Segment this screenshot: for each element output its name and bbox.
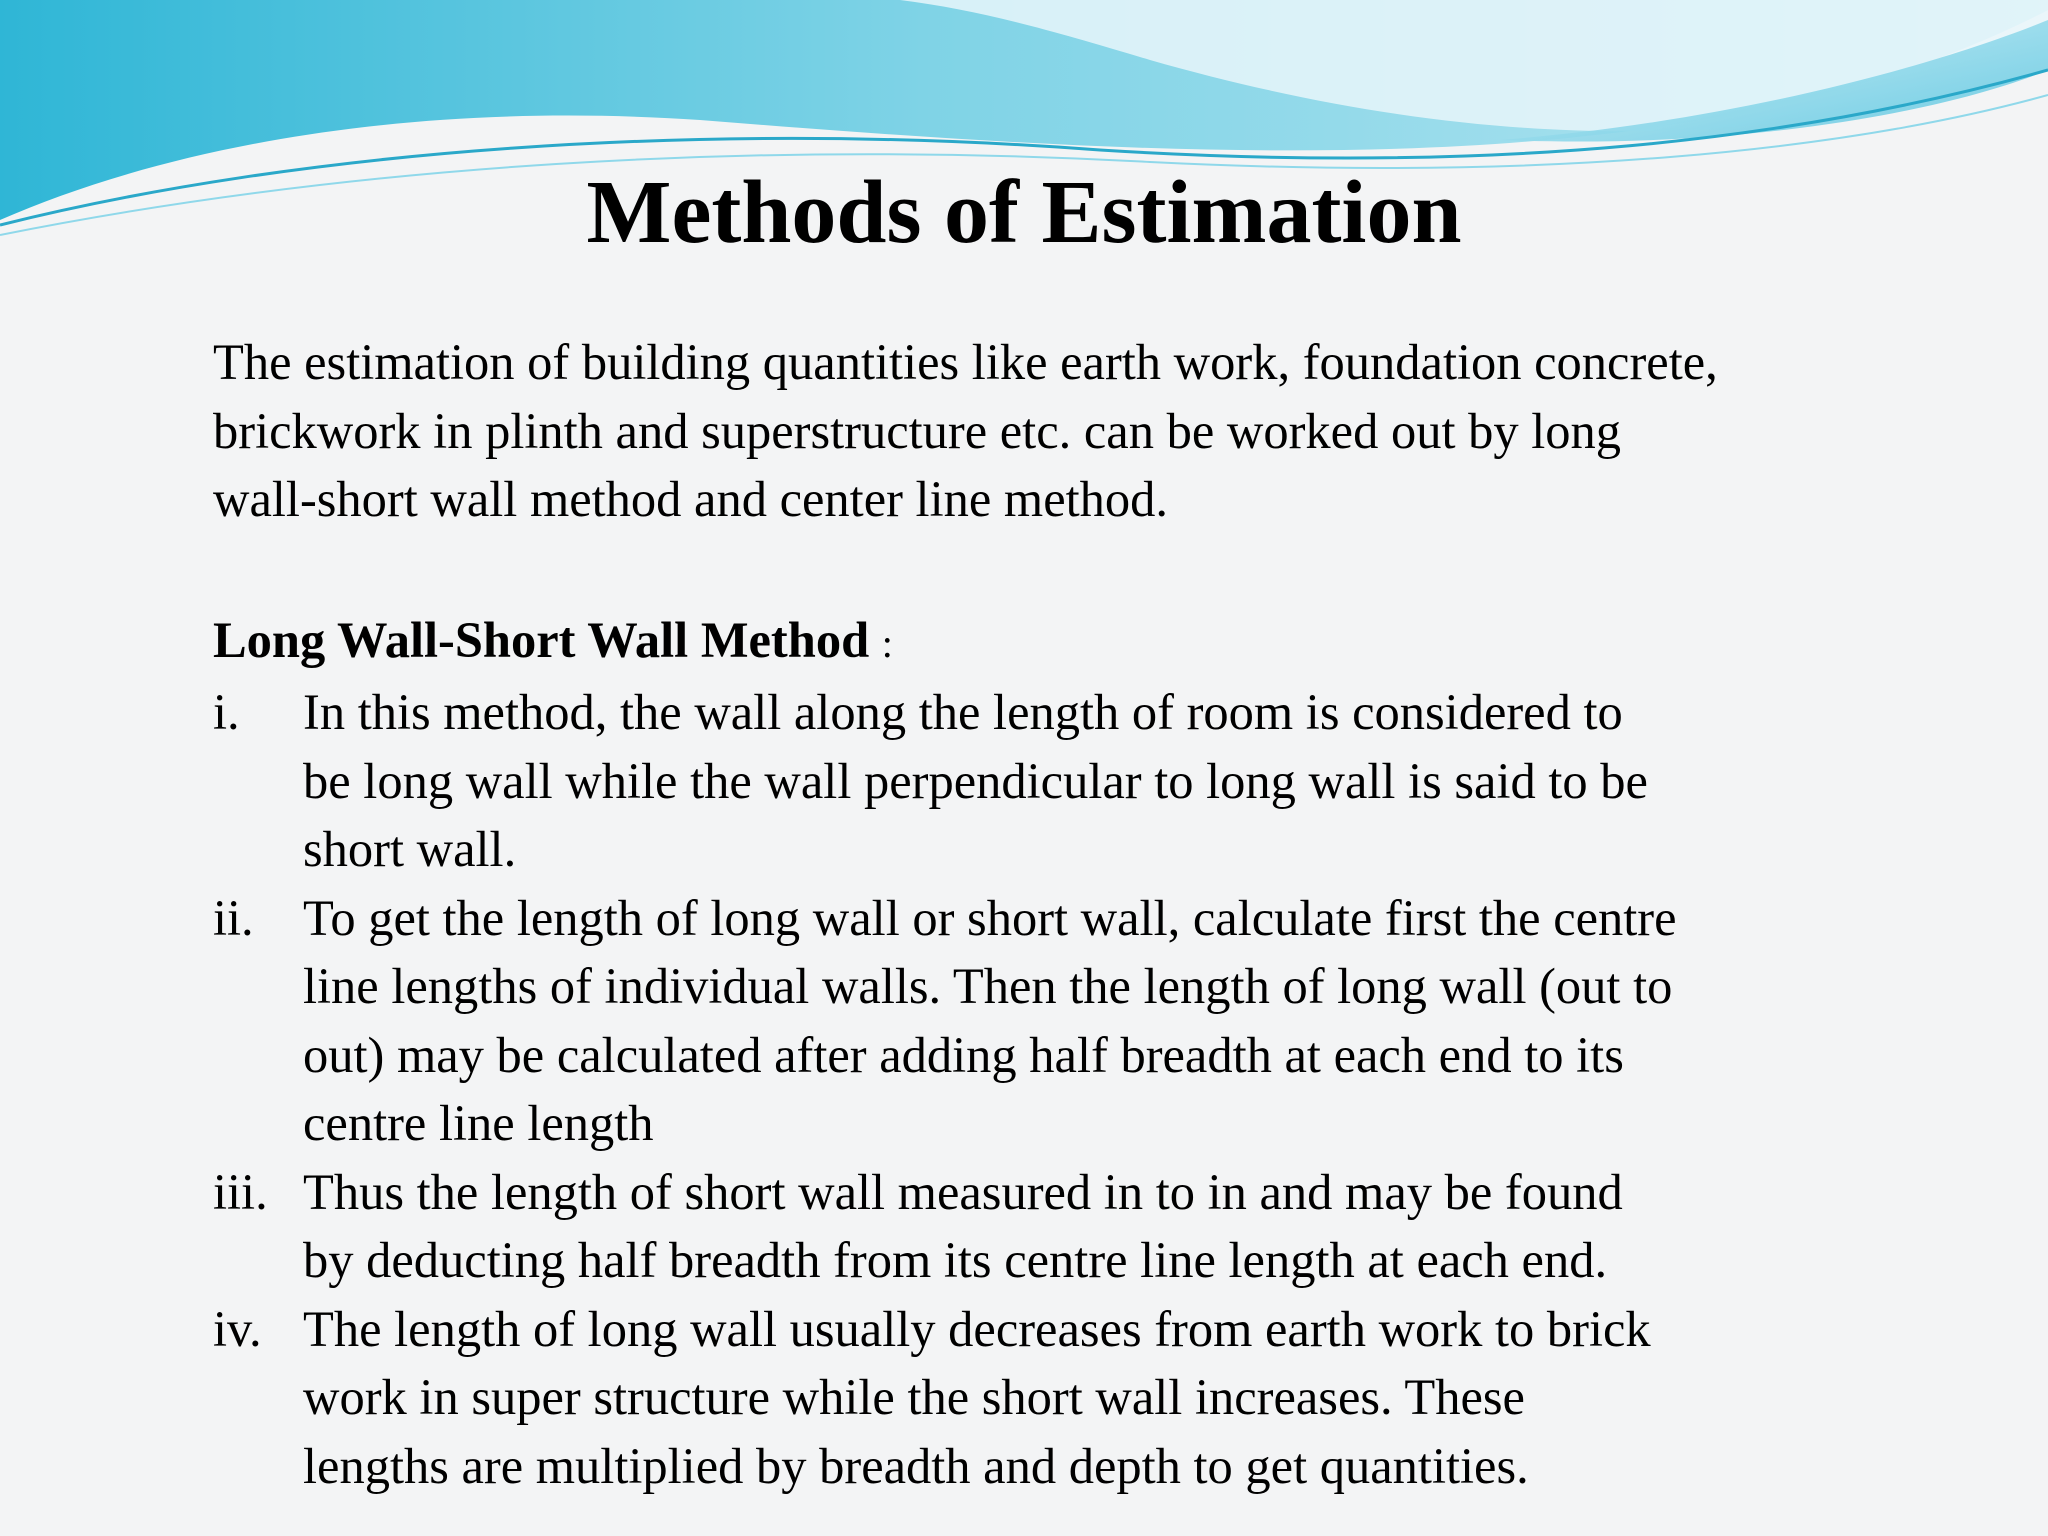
section-heading xyxy=(213,606,1913,679)
list-item-text xyxy=(303,678,1913,884)
list-item-line: centre line length xyxy=(303,1095,654,1151)
list-marker: iii. xyxy=(213,1163,268,1220)
list-item-line: be long wall while the wall perpendicular to long wall is said to be xyxy=(303,752,1648,809)
intro-line: wall-short wall method and center line method. xyxy=(213,471,1169,527)
intro-line: The estimation of building quantities like earth work, foundation concrete, xyxy=(213,334,1718,390)
slide-title: Methods of Estimation xyxy=(586,163,1462,262)
list-item xyxy=(213,1158,1913,1295)
list-item-line: The length of long wall usually decreases from earth work to brick xyxy=(303,1300,1651,1357)
list-item-line: short wall. xyxy=(303,821,517,877)
list-item-line: lengths are multiplied by breadth and depth to get quantities. xyxy=(303,1437,1529,1494)
list-item-text xyxy=(303,1158,1913,1295)
slide-body xyxy=(213,328,1913,1500)
list-item-line: work in super structure while the short wall increases. These xyxy=(303,1369,1525,1425)
section-heading-colon: : xyxy=(881,620,893,666)
intro-line: brickwork in plinth and superstructure etc. can be worked out by long xyxy=(213,402,1622,459)
list-item-line: Thus the length of short wall measured in to in and may be found xyxy=(303,1163,1623,1220)
list-item-text xyxy=(303,1295,1913,1501)
list-item-line: by deducting half breadth from its centre line length at each end. xyxy=(303,1232,1608,1288)
list-marker: ii. xyxy=(213,889,254,946)
list-item xyxy=(213,884,1913,1158)
list-item-line: line lengths of individual walls. Then the length of long wall (out to xyxy=(303,958,1673,1014)
list-item-text xyxy=(303,884,1913,1158)
method-steps-list xyxy=(213,678,1913,1500)
section-heading-text: Long Wall-Short Wall Method xyxy=(213,611,870,668)
list-item-line: To get the length of long wall or short wall, calculate first the centre xyxy=(303,889,1677,946)
list-item-line: In this method, the wall along the length of room is considered to xyxy=(303,684,1623,740)
intro-paragraph xyxy=(213,328,1913,534)
list-item xyxy=(213,1295,1913,1501)
list-marker: iv. xyxy=(213,1300,262,1357)
list-item xyxy=(213,678,1913,884)
list-item-line: out) may be calculated after adding half breadth at each end to its xyxy=(303,1026,1624,1083)
list-marker: i. xyxy=(213,684,240,740)
